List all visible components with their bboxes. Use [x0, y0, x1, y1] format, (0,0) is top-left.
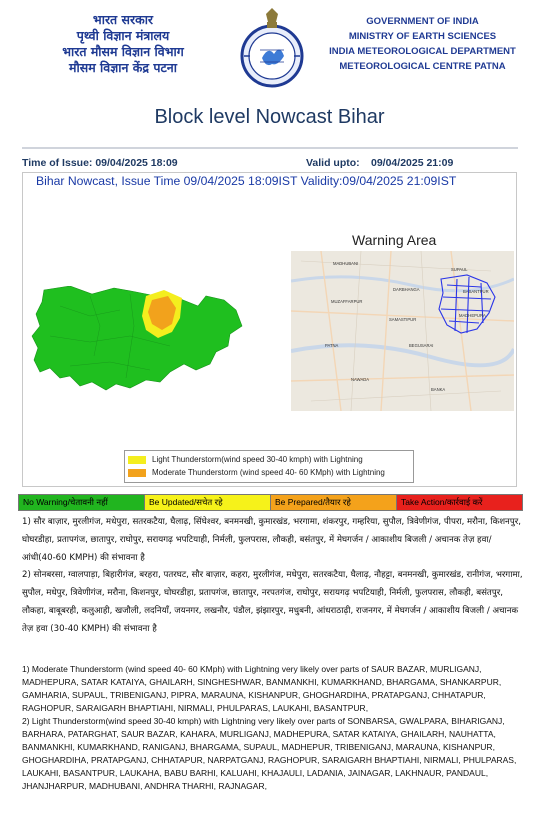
imd-emblem-logo [238, 6, 306, 92]
title-divider [22, 147, 518, 149]
be-prepared-cell: Be Prepared/तैयार रहे [271, 495, 397, 510]
hindi-header-line: भारत सरकार [92, 12, 154, 27]
bihar-nowcast-map [30, 286, 245, 394]
map-label: BANKA [431, 387, 446, 392]
hindi-header [28, 12, 218, 76]
map-label: BASANTPUR [463, 289, 489, 294]
english-warning-paragraph: 1) Moderate Thunderstorm (wind speed 40- 60 KMph) with Lightning very likely over parts of SAUR BAZAR, MURLIGANJ, MADHEPURA, SATAR KATAIYA, GHAILARH, SINGHESHWAR, BANMANKHI, KUMARKHAND, BHARGAMA, SHANKARPUR, GAMHARIA, SUPAUL, TRIBENIGANJ, PIPRA, MARAUNA, KISHANPUR, GHOGHARDIHA, PRATAPGANJ, CHHATAPUR, RAGHOPUR, SARAIGARH BHAPTIAHI, NIRMALI, PHULPARAS, LAUKAHI, BASANTPUR, [22, 664, 502, 713]
english-warning-paragraph: 2) Light Thunderstorm(wind speed 30-40 kmph) with Lightning very likely over parts of SONBARSA, GWALPARA, BIHARIGANJ, BARHARA, PATARGHAT, SAUR BAZAR, KAHARA, MURLIGANJ, MADHEPURA, SATAR KATAIYA, GHAILARH, NAUHATTA, BANMANKHI, KUMARKHAND, RANIGANJ, BHARGAMA, SUPAUL, MADHEPUR, TRIBENIGANJ, MARAUNA, KISHANPUR, GHOGHARDIHA, PRATAPGANJ, CHHATAPUR, NARPATGANJ, RAGHOPUR, SARAIGARH BHAPTIAHI, NIRMALI, PHULPARAS, LAUKAHI, BASANTPUR, LAUKAHA, BABU BARHI, KALUAHI, KHAJAULI, LADANIA, JAINAGAR, LAKHNAUR, PANDAUL, JHANJHARPUR, MADHUBANI, ANDHRA THARHI, RAJNAGAR, [22, 716, 517, 791]
page-title: Block level Nowcast Bihar [154, 106, 385, 128]
warning-area-map [291, 251, 514, 411]
take-action-cell: Take Action/कार्रवाई करें [397, 495, 522, 510]
legend-item-moderate [128, 468, 385, 477]
hindi-warning-paragraph: 1) सौर बाज़ार, मुरलीगंज, मधेपुरा, सतरकटैया, घैलाढ़, सिंघेश्वर, बनमनखी, कुमारखंड, भरगामा, शंकरपुर, गम्हरिया, सुपौल, त्रिवेणीगंज, पीपरा, मरौना, किशनपुर, घोघरडीहा, प्रतापगंज, छातापुर, राघोपुर, सरायगढ़ भपटियाही, निर्मली, फुलपरास, लौकही, बसंतपुर, में मेघगर्जन / आकाशीय बिजली / अचानक तेज़ हवा/ आंधी(40-60 KMPH) की संभावना है [22, 517, 521, 563]
map-label: SAMASTIPUR [389, 317, 417, 322]
map-label: PATNA [325, 343, 339, 348]
english-warnings [22, 663, 527, 793]
english-header-line: MINISTRY OF EARTH SCIENCES [348, 31, 497, 42]
map-label: MADHEPURA [459, 313, 486, 318]
warning-color-bar [18, 494, 523, 511]
map-label: MADHUBANI [333, 261, 359, 266]
map-label: NAWADA [351, 377, 370, 382]
warning-area-title: Warning Area [352, 232, 437, 248]
hindi-warning-paragraph: 2) सोनबरसा, ग्वालपाड़ा, बिहारीगंज, बरहरा, पतरघट, सौर बाज़ार, कहरा, मुरलीगंज, मधेपुरा, सतरकटैया, घैलाढ़, नौहट्टा, बनमनखी, कुमारखंड, रानीगंज, भरगामा, सुपौल, मधेपुर, त्रिवेणीगंज, मरौना, किशनपुर, घोघरडीहा, प्रतापगंज, छातापुर, नरपतगंज, राघोपुर, सरायगढ़ भपटियाही, निर्मली, फुलपरास, लौकही, बसंतपुर, लौकहा, बाबूबरही, कलुआही, खजौली, लदनियाँ, जयनगर, लखनौर, पंडौल, झंझारपुर, मधुबनी, आंधराठाढ़ी, राजनगर, में मेघगर्जन / आकाशीय बिजली / अचानक तेज़ हवा (30-40 KMPH) की संभावना है [22, 570, 523, 634]
map-label: BEGUSARAI [409, 343, 434, 348]
legend-swatch [128, 469, 146, 477]
english-header [310, 14, 535, 74]
english-header-line: GOVERNMENT OF INDIA [366, 16, 479, 27]
map-legend [124, 450, 414, 483]
legend-label: Moderate Thunderstorm (wind speed 40- 60 KMph) with Lightning [152, 468, 385, 477]
hindi-header-line: पृथ्वी विज्ञान मंत्रालय [76, 28, 170, 43]
map-caption: Bihar Nowcast, Issue Time 09/04/2025 18:09IST Validity:09/04/2025 21:09IST [36, 174, 457, 188]
map-label: MUZAFFARPUR [331, 299, 363, 304]
map-label: SUPAUL [451, 267, 468, 272]
english-header-line: METEOROLOGICAL CENTRE PATNA [339, 61, 506, 72]
map-label: DARBHANGA [393, 287, 420, 292]
hindi-header-line: मौसम विज्ञान केंद्र पटना [69, 60, 177, 75]
english-header-line: INDIA METEOROLOGICAL DEPARTMENT [329, 46, 516, 57]
legend-item-light [128, 455, 363, 464]
hindi-header-line: भारत मौसम विज्ञान विभाग [62, 44, 184, 59]
valid-upto-label: Valid upto: [306, 157, 360, 169]
no-warning-cell: No Warning/चेतावनी नहीं [19, 495, 145, 510]
hindi-warnings [22, 514, 527, 639]
legend-swatch [128, 456, 146, 464]
be-updated-cell: Be Updated/सचेत रहे [145, 495, 271, 510]
valid-upto-value: 09/04/2025 21:09 [371, 157, 454, 169]
legend-label: Light Thunderstorm(wind speed 30-40 kmph) with Lightning [152, 455, 363, 464]
issue-time: Time of Issue: 09/04/2025 18:09 [22, 157, 178, 169]
